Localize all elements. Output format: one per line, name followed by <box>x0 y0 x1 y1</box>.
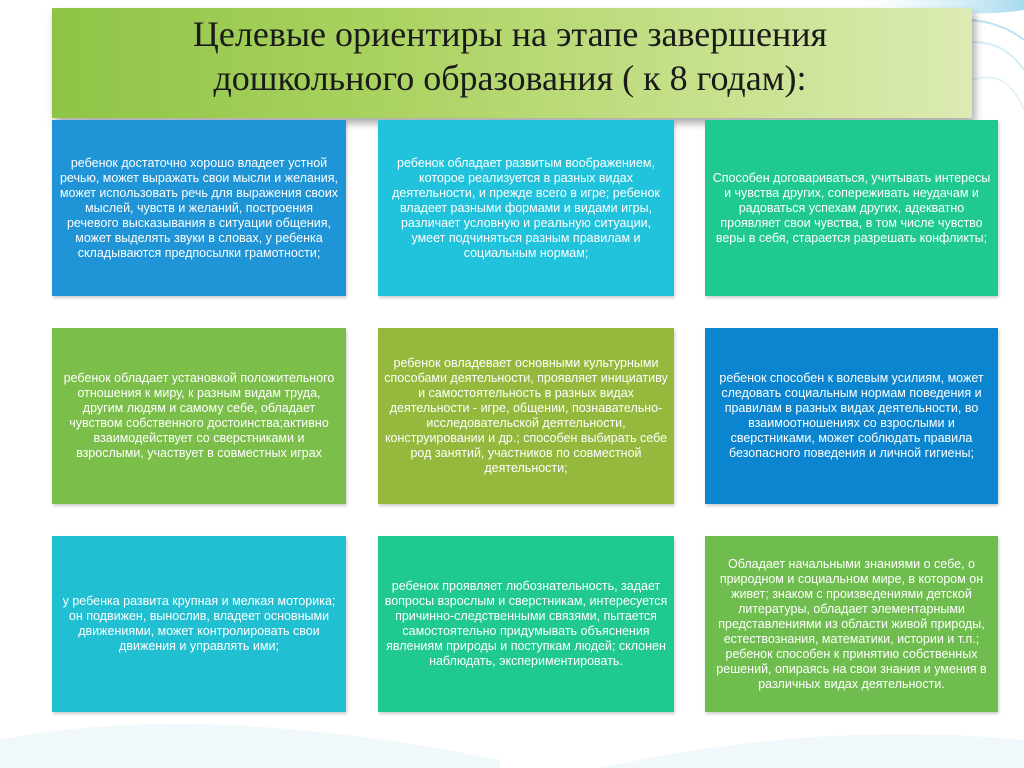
title-line-2: дошкольного образования ( к 8 годам): <box>213 58 807 98</box>
card-knowledge <box>705 536 998 712</box>
card-speech <box>52 120 346 296</box>
card-positive-attitude <box>52 328 346 504</box>
card-text: ребенок овладевает основными культурными способами деятельности, проявляет инициативу и самостоятельность в разных видах деятельности - игре, общении, познавательно-исследовательской деятельности, конструировании и др.; способен выбирать себе род занятий, участников по совместной деятельности; <box>384 356 668 475</box>
card-text: Способен договариваться, учитывать интересы и чувства других, сопереживать неудачам и радоваться успехам других, адекватно проявляет свои чувства, в том числе чувство веры в себя, старается разрешать конфликты; <box>712 170 991 245</box>
card-text: ребенок достаточно хорошо владеет устной речью, может выражать свои мысли и желания, может использовать речь для выражения своих мыслей, чувств и желаний, построения речевого высказывания в ситуации общения, может выделять звуки в словах, у ребенка складываются предпосылки грамотности; <box>59 155 339 260</box>
card-curiosity <box>378 536 674 712</box>
card-motor-skills <box>52 536 346 712</box>
card-text: Обладает начальными знаниями о себе, о природном и социальном мире, в котором он живет; знаком с произведениями детской литературы, обладает элементарными представлениями из области живой природы, естествознания, математики, истории и т.п.; ребенок способен к принятию собственных решений, опираясь на свои знания и умения в различных видах деятельности. <box>716 556 987 691</box>
card-negotiation <box>705 120 998 296</box>
card-cultural-methods <box>378 328 674 504</box>
card-imagination <box>378 120 674 296</box>
card-text: ребенок обладает установкой положительного отношения к миру, к разным видам труда, другим людям и самому себе, обладает чувством собственного достоинства;активно взаимодействует со сверстниками и взрослыми, участвует в совместных играх <box>63 371 335 460</box>
card-text: ребенок проявляет любознательность, задает вопросы взрослым и сверстникам, интересуется причинно-следственными связями, пытается самостоятельно придумывать объяснения явлениям природы и поступкам людей; склонен наблюдать, экспериментировать. <box>384 579 668 668</box>
title-line-1: Целевые ориентиры на этапе завершения <box>192 14 828 54</box>
card-text: ребенок обладает развитым воображением, которое реализуется в разных видах деятельности, и прежде всего в игре; ребенок владеет разными формами и видами игры, различает условную и реальную ситуации, умеет подчиняться разным правилам и социальным нормам; <box>392 155 660 260</box>
card-volition <box>705 328 998 504</box>
page-title <box>60 12 960 100</box>
card-text: ребенок способен к волевым усилиям, может следовать социальным нормам поведения и правилам в разных видах деятельности, во взаимоотношениях со взрослыми и сверстниками, может соблюдать правила безопасного поведения и личной гигиены; <box>719 371 984 460</box>
card-text: у ребенка развита крупная и мелкая моторика; он подвижен, вынослив, владеет основными движениями, может контролировать свои движения и управлять ими; <box>62 594 336 653</box>
